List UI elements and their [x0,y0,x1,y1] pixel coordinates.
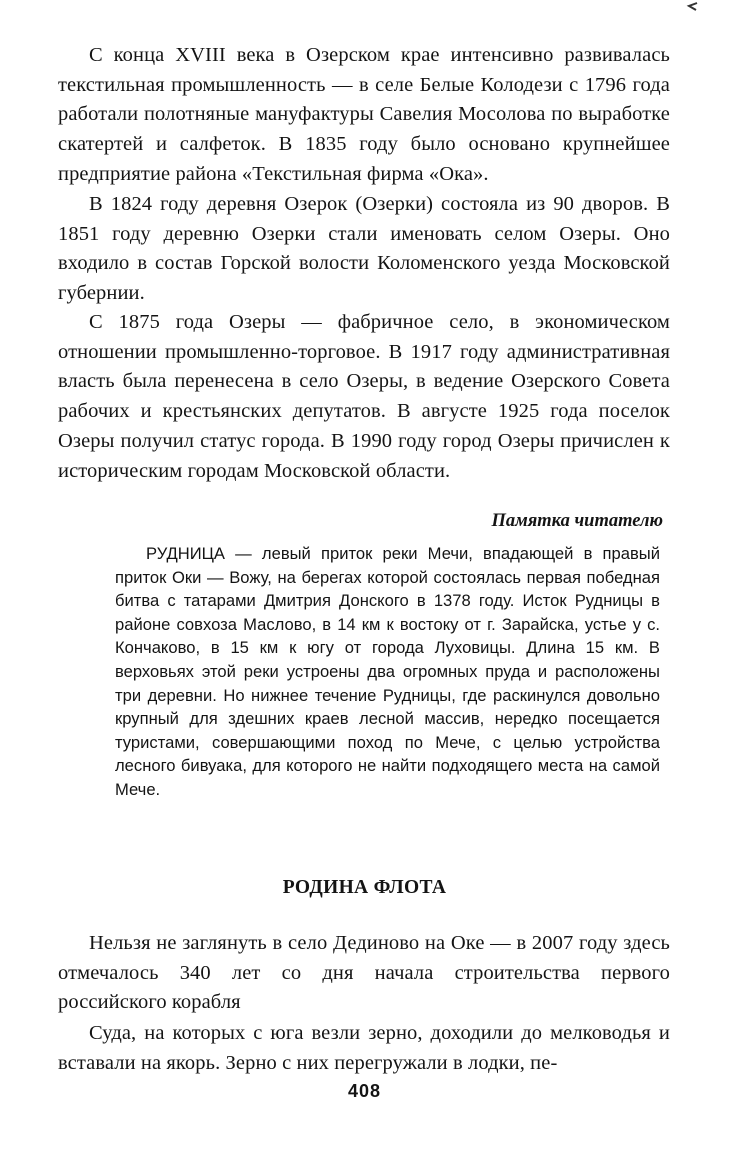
page-number: 408 [347,1081,382,1101]
paragraph-dedinovo-intro: Нельзя не заглянуть в село Дединово на Оке — в 2007 году здесь отмечалось 340 лет со дня начала строительства первого российского корабля [58,932,670,1014]
scan-mark-icon [686,2,698,12]
section-heading: РОДИНА ФЛОТА [282,877,447,898]
memo-text: РУДНИЦА — левый приток реки Мечи, впадающей в правый приток Оки — Вожу, на берегах которой состоялась первая победная битва с татарами Дмитрия Донского в 1378 году. Исток Рудницы в районе совхоза Маслово, в 14 км к востоку от г. Зарайска, устье у с. Кончаково, в 15 км к югу от города Луховицы. Длина 15 км. В верховьях этой реки устроены два огромных пруда и расположены три деревни. Но нижнее течение Рудницы, где раскинулся довольно крупный для здешних краев лесной массив, нередко посещается туристами, совершающими поход по Мече, с целью устройства лесного бивуака, для которого не найти подходящего места на самой Мече. [115,544,660,799]
paragraph-ozerok-village: В 1824 году деревня Озерок (Озерки) состояла из 90 дворов. В 1851 году деревню Озерки стали именовать селом Озеры. Оно входило в состав Горской волости Коломенского уезда Московской губернии. [58,193,670,305]
paragraph-ozery-town: С 1875 года Озеры — фабричное село, в экономическом отношении промышленно-торговое. В 1917 году административная власть была перенесена в село Озеры, в ведение Озерского Совета рабочих и крестьянских депутатов. В августе 1925 года поселок Озеры получил статус города. В 1990 году город Озеры причислен к историческим городам Московской области. [58,311,670,482]
paragraph-textile-industry: С конца XVIII века в Озерском крае интенсивно развивалась текстильная промышленность — в селе Белые Колодези с 1796 года работали полотняные мануфактуры Савелия Мосолова по выработке скатертей и салфеток. В 1835 году было основано крупнейшее предприятие района «Текстильная фирма «Ока». [58,44,670,185]
paragraph-grain-ships: Суда, на которых с юга везли зерно, доходили до мелководья и вставали на якорь. Зерно с них перегружали в лодки, пе- [58,1022,670,1074]
memo-title: Памятка читателю [491,511,663,531]
